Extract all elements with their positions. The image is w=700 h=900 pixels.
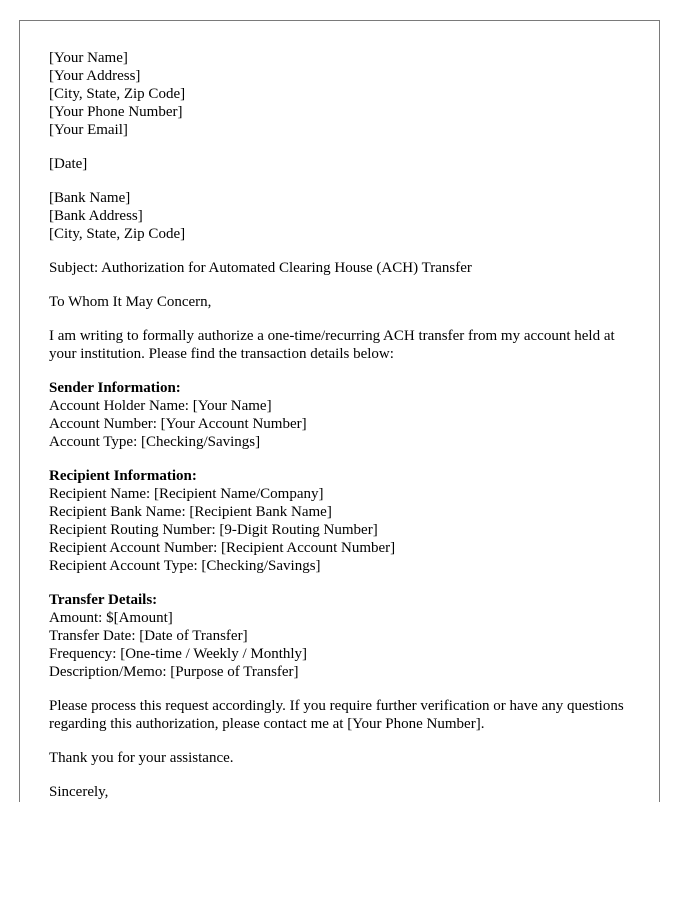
account-number: Account Number: [Your Account Number] bbox=[49, 416, 307, 432]
sender-email: [Your Email] bbox=[49, 122, 128, 138]
salutation: To Whom It May Concern, bbox=[49, 294, 212, 310]
sender-info-heading: Sender Information: bbox=[49, 380, 181, 396]
sender-info-section bbox=[49, 379, 629, 451]
recipient-bank-name: Recipient Bank Name: [Recipient Bank Name] bbox=[49, 504, 332, 520]
letter-content bbox=[49, 49, 629, 802]
recipient-info-section bbox=[49, 467, 629, 575]
closing-paragraph bbox=[49, 697, 629, 733]
sender-name: [Your Name] bbox=[49, 50, 128, 66]
recipient-account-number: Recipient Account Number: [Recipient Account Number] bbox=[49, 540, 396, 556]
letter-page bbox=[19, 20, 660, 802]
salutation-block bbox=[49, 293, 629, 311]
bank-address: [Bank Address] bbox=[49, 208, 143, 224]
account-holder-name: Account Holder Name: [Your Name] bbox=[49, 398, 272, 414]
thanks-text: Thank you for your assistance. bbox=[49, 750, 234, 766]
closing-text: Please process this request accordingly. If you require further verification or have any questions regarding this authorization, please contact me at [Your Phone Number]. bbox=[49, 698, 624, 732]
bank-name: [Bank Name] bbox=[49, 190, 131, 206]
recipient-account-type: Recipient Account Type: [Checking/Savings] bbox=[49, 558, 321, 574]
transfer-amount: Amount: $[Amount] bbox=[49, 610, 173, 626]
transfer-details-section bbox=[49, 591, 629, 681]
date-block bbox=[49, 155, 629, 173]
transfer-frequency: Frequency: [One-time / Weekly / Monthly] bbox=[49, 646, 308, 662]
sender-city-state-zip: [City, State, Zip Code] bbox=[49, 86, 186, 102]
recipient-routing-number: Recipient Routing Number: [9-Digit Routing Number] bbox=[49, 522, 378, 538]
bank-city-state-zip: [City, State, Zip Code] bbox=[49, 226, 186, 242]
sender-phone: [Your Phone Number] bbox=[49, 104, 183, 120]
signoff-text: Sincerely, bbox=[49, 784, 109, 800]
sender-address: [Your Address] bbox=[49, 68, 141, 84]
intro-paragraph bbox=[49, 327, 629, 363]
transfer-memo: Description/Memo: [Purpose of Transfer] bbox=[49, 664, 299, 680]
recipient-name: Recipient Name: [Recipient Name/Company] bbox=[49, 486, 324, 502]
recipient-info-heading: Recipient Information: bbox=[49, 468, 197, 484]
account-type: Account Type: [Checking/Savings] bbox=[49, 434, 261, 450]
transfer-details-heading: Transfer Details: bbox=[49, 592, 158, 608]
thanks-block bbox=[49, 749, 629, 767]
transfer-date: Transfer Date: [Date of Transfer] bbox=[49, 628, 248, 644]
signoff-block bbox=[49, 783, 629, 801]
subject-block bbox=[49, 259, 629, 277]
sender-address-block bbox=[49, 49, 629, 139]
letter-date: [Date] bbox=[49, 156, 88, 172]
subject-line: Subject: Authorization for Automated Clearing House (ACH) Transfer bbox=[49, 260, 472, 276]
intro-text: I am writing to formally authorize a one-time/recurring ACH transfer from my account held at your institution. Please find the transaction details below: bbox=[49, 328, 615, 362]
bank-address-block bbox=[49, 189, 629, 243]
